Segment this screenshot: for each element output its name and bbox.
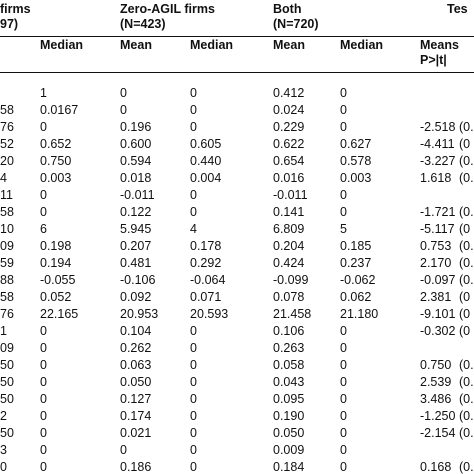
cell-median-1: 0 [40, 358, 47, 372]
cell-median-3: -0.062 [340, 273, 376, 287]
cell-median-2: 0 [190, 443, 197, 457]
cell-test-t: 2.170 [420, 256, 452, 270]
cell-mean-3: 0.078 [273, 290, 305, 304]
group1-n: 97) [0, 17, 19, 31]
cell-test-p: (0. [459, 426, 474, 440]
cell-median-1: 0 [40, 205, 47, 219]
col-mean-2: Mean [120, 38, 152, 52]
cell-median-2: 4 [190, 222, 197, 236]
cell-test-p: (0. [459, 409, 474, 423]
cell-test-t: -4.411 [420, 137, 455, 151]
cell-mean-3: 0.424 [273, 256, 305, 270]
cell-mean-3: 0.654 [273, 154, 305, 168]
cell-mean-2: 0.050 [120, 375, 152, 389]
cell-median-1: 0 [40, 392, 47, 406]
cell-mean-2: 0.018 [120, 171, 152, 185]
table-row [0, 102, 474, 119]
cell-median-2: 0 [190, 375, 197, 389]
cell-test-p: (0. [459, 205, 474, 219]
cell-test-p: (0. [459, 273, 474, 287]
cell-test-p: (0. [459, 392, 474, 406]
cell-mean-3: -0.099 [273, 273, 309, 287]
cell-median-1: 0.0167 [40, 103, 79, 117]
cell-median-2: 0 [190, 460, 197, 474]
cell-mean-2: 0 [120, 103, 127, 117]
cell-median-3: 0 [340, 324, 347, 338]
cell-test-p: (0 [459, 222, 471, 236]
cell-test-t: 0.753 [420, 239, 452, 253]
cell-median-2: 0.440 [190, 154, 222, 168]
cell-mean-2: -0.011 [120, 188, 155, 202]
cell-median-2: 0 [190, 86, 197, 100]
cell-test-p: (0. [459, 256, 474, 270]
cell-mean-1: 09 [0, 341, 14, 355]
cell-median-3: 0.062 [340, 290, 372, 304]
cell-mean-1: 50 [0, 392, 14, 406]
cell-median-2: 0 [190, 103, 197, 117]
col-means: Means [420, 38, 459, 52]
cell-mean-2: 0 [120, 86, 127, 100]
cell-median-1: 0 [40, 120, 47, 134]
cell-mean-2: 0.481 [120, 256, 152, 270]
cell-test-t: -1.721 [420, 205, 456, 219]
cell-mean-2: 0.186 [120, 460, 152, 474]
group3-title: Both [273, 2, 302, 16]
cell-mean-1: 88 [0, 273, 14, 287]
table-row [0, 204, 474, 221]
cell-median-1: -0.055 [40, 273, 76, 287]
cell-test-p: (0. [459, 239, 474, 253]
cell-test-t: -5.117 [420, 222, 455, 236]
cell-mean-3: 0.184 [273, 460, 305, 474]
cell-median-3: 0.627 [340, 137, 372, 151]
cell-mean-3: 0.095 [273, 392, 305, 406]
cell-median-3: 0 [340, 86, 347, 100]
cell-median-3: 0 [340, 358, 347, 372]
col-median-1: Median [40, 38, 84, 52]
group1-title: firms [0, 2, 31, 16]
cell-test-t: -9.101 [420, 307, 456, 321]
cell-mean-1: 1 [0, 324, 7, 338]
cell-test-t: 0.168 [420, 460, 452, 474]
cell-mean-1: 50 [0, 375, 14, 389]
table-row [0, 170, 474, 187]
cell-mean-3: 0.016 [273, 171, 305, 185]
table-row [0, 442, 474, 459]
cell-mean-2: 0.207 [120, 239, 152, 253]
cell-median-1: 0.052 [40, 290, 72, 304]
cell-mean-2: 0.021 [120, 426, 152, 440]
cell-median-1: 0 [40, 460, 47, 474]
cell-test-t: 1.618 [420, 171, 452, 185]
cell-median-1: 0 [40, 426, 47, 440]
cell-median-2: 20.593 [190, 307, 229, 321]
cell-test-p: (0. [459, 358, 474, 372]
cell-mean-2: 0.174 [120, 409, 152, 423]
cell-mean-2: 0.122 [120, 205, 152, 219]
group3-n: (N=720) [273, 17, 319, 31]
table-row [0, 238, 474, 255]
cell-median-1: 0 [40, 443, 47, 457]
table-row [0, 340, 474, 357]
cell-median-3: 0 [340, 375, 347, 389]
cell-median-2: 0.605 [190, 137, 222, 151]
table-row [0, 255, 474, 272]
cell-test-t: 2.381 [420, 290, 452, 304]
cell-mean-1: 50 [0, 426, 14, 440]
cell-median-2: 0.004 [190, 171, 222, 185]
cell-test-p: (0. [459, 460, 474, 474]
table-row [0, 136, 474, 153]
cell-test-t: -3.227 [420, 154, 456, 168]
cell-mean-2: 0.196 [120, 120, 152, 134]
cell-mean-2: 0.063 [120, 358, 152, 372]
table-row [0, 306, 474, 323]
table-row [0, 374, 474, 391]
cell-test-t: -2.518 [420, 120, 456, 134]
cell-median-2: 0.292 [190, 256, 222, 270]
cell-mean-3: 0.009 [273, 443, 305, 457]
cell-test-p: (0. [459, 154, 474, 168]
table-row [0, 459, 474, 474]
cell-mean-3: 6.809 [273, 222, 305, 236]
table-row [0, 408, 474, 425]
cell-mean-2: 0.127 [120, 392, 152, 406]
cell-test-p: (0 [459, 290, 471, 304]
cell-median-2: 0.178 [190, 239, 222, 253]
cell-mean-2: 5.945 [120, 222, 152, 236]
group2-n: (N=423) [120, 17, 166, 31]
cell-mean-3: 0.058 [273, 358, 305, 372]
cell-mean-2: 0.092 [120, 290, 152, 304]
cell-mean-3: 0.043 [273, 375, 305, 389]
cell-mean-1: 59 [0, 256, 14, 270]
cell-mean-3: 0.050 [273, 426, 305, 440]
cell-mean-3: 0.622 [273, 137, 305, 151]
cell-test-t: -0.302 [420, 324, 456, 338]
cell-test-p: (0. [459, 171, 474, 185]
cell-mean-2: -0.106 [120, 273, 156, 287]
cell-mean-1: 2 [0, 409, 7, 423]
cell-mean-1: 11 [0, 188, 13, 202]
cell-mean-2: 0.600 [120, 137, 152, 151]
cell-median-2: 0 [190, 205, 197, 219]
cell-mean-3: 0.263 [273, 341, 305, 355]
cell-mean-3: -0.011 [273, 188, 308, 202]
cell-mean-1: 0 [0, 460, 7, 474]
cell-median-2: 0 [190, 392, 197, 406]
cell-median-1: 0.750 [40, 154, 72, 168]
table-row [0, 187, 474, 204]
cell-median-3: 0.185 [340, 239, 372, 253]
cell-median-3: 0.237 [340, 256, 372, 270]
table-row [0, 425, 474, 442]
cell-mean-1: 20 [0, 154, 14, 168]
cell-test-t: -0.097 [420, 273, 456, 287]
cell-median-3: 0 [340, 341, 347, 355]
table-row [0, 323, 474, 340]
cell-median-3: 0.578 [340, 154, 372, 168]
cell-mean-1: 50 [0, 358, 14, 372]
cell-mean-1: 58 [0, 290, 14, 304]
cell-median-1: 0 [40, 324, 47, 338]
cell-median-2: 0 [190, 358, 197, 372]
cell-mean-2: 0.262 [120, 341, 152, 355]
cell-median-2: 0 [190, 426, 197, 440]
col-pvalue: P>|t| [420, 53, 447, 67]
cell-median-2: 0 [190, 409, 197, 423]
cell-mean-3: 0.141 [273, 205, 305, 219]
cell-mean-3: 0.190 [273, 409, 305, 423]
cell-median-1: 0.003 [40, 171, 72, 185]
cell-median-1: 0.652 [40, 137, 72, 151]
cell-median-2: -0.064 [190, 273, 226, 287]
cell-mean-2: 0 [120, 443, 127, 457]
cell-median-3: 0 [340, 205, 347, 219]
cell-mean-1: 76 [0, 120, 14, 134]
cell-test-t: 0.750 [420, 358, 452, 372]
table-row [0, 272, 474, 289]
cell-mean-3: 0.229 [273, 120, 305, 134]
cell-median-2: 0 [190, 341, 197, 355]
cell-median-3: 0 [340, 120, 347, 134]
cell-median-3: 0 [340, 443, 347, 457]
cell-mean-1: 3 [0, 443, 7, 457]
cell-median-3: 0 [340, 409, 347, 423]
cell-mean-3: 0.024 [273, 103, 305, 117]
cell-median-2: 0 [190, 324, 197, 338]
col-mean-3: Mean [273, 38, 305, 52]
cell-median-3: 21.180 [340, 307, 379, 321]
cell-test-t: 2.539 [420, 375, 452, 389]
cell-mean-1: 58 [0, 103, 14, 117]
cell-median-3: 5 [340, 222, 347, 236]
table-row [0, 289, 474, 306]
cell-median-2: 0.071 [190, 290, 222, 304]
table-row [0, 85, 474, 102]
cell-test-p: (0 [459, 307, 471, 321]
cell-median-1: 0 [40, 188, 47, 202]
cell-median-1: 0 [40, 375, 47, 389]
cell-test-p: (0 [459, 324, 471, 338]
cell-mean-3: 0.204 [273, 239, 305, 253]
cell-mean-1: 76 [0, 307, 14, 321]
cell-median-1: 1 [40, 86, 47, 100]
col-median-2: Median [190, 38, 234, 52]
table-row [0, 153, 474, 170]
cell-mean-3: 0.412 [273, 86, 305, 100]
table-row [0, 357, 474, 374]
cell-test-p: (0. [459, 120, 474, 134]
cell-mean-1: 52 [0, 137, 14, 151]
table-row [0, 119, 474, 136]
cell-mean-1: 09 [0, 239, 14, 253]
cell-median-3: 0 [340, 188, 347, 202]
table-row [0, 391, 474, 408]
col-median-3: Median [340, 38, 384, 52]
cell-median-2: 0 [190, 188, 197, 202]
cell-mean-3: 0.106 [273, 324, 305, 338]
cell-mean-2: 20.953 [120, 307, 159, 321]
cell-median-1: 0.198 [40, 239, 72, 253]
cell-median-3: 0 [340, 426, 347, 440]
cell-median-3: 0 [340, 392, 347, 406]
cell-mean-1: 4 [0, 171, 7, 185]
cell-mean-2: 0.104 [120, 324, 152, 338]
cell-test-t: -1.250 [420, 409, 456, 423]
cell-median-1: 6 [40, 222, 47, 236]
cell-mean-1: 58 [0, 205, 14, 219]
group2-title: Zero-AGIL firms [120, 2, 215, 16]
cell-median-2: 0 [190, 120, 197, 134]
cell-mean-3: 21.458 [273, 307, 312, 321]
cell-mean-1: 10 [0, 222, 14, 236]
cell-median-1: 0 [40, 341, 47, 355]
cell-median-1: 0 [40, 409, 47, 423]
test-title: Tes [447, 2, 468, 16]
cell-median-1: 0.194 [40, 256, 72, 270]
cell-test-p: (0 [459, 137, 471, 151]
cell-test-t: -2.154 [420, 426, 456, 440]
cell-mean-2: 0.594 [120, 154, 152, 168]
cell-test-t: 3.486 [420, 392, 452, 406]
cell-median-3: 0 [340, 460, 347, 474]
cell-median-1: 22.165 [40, 307, 79, 321]
cell-median-3: 0.003 [340, 171, 372, 185]
table-row [0, 221, 474, 238]
cell-median-3: 0 [340, 103, 347, 117]
cell-test-p: (0. [459, 375, 474, 389]
